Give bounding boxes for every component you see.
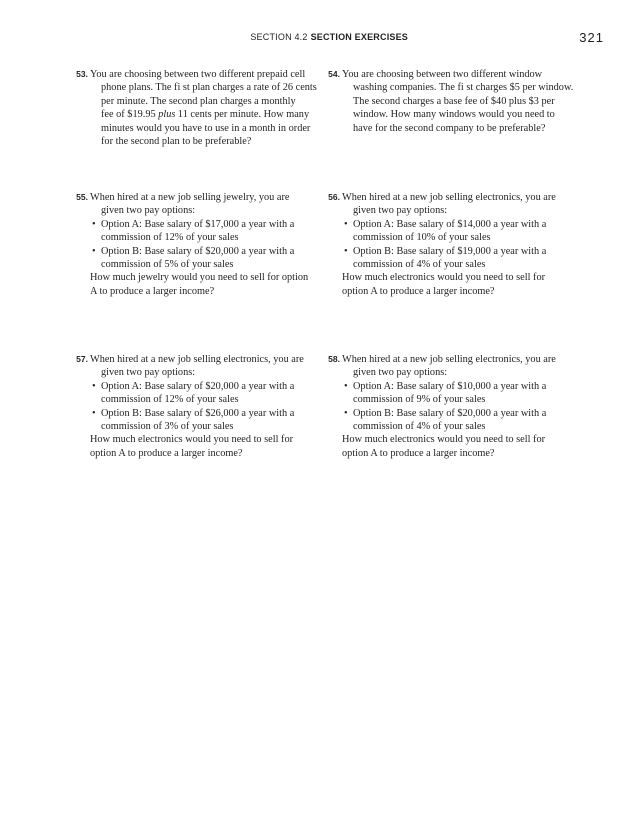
question-line: option A to produce a larger income? (342, 447, 495, 459)
option-b: • Option B: Base salary of $26,000 a year with a (92, 407, 295, 419)
question-line: How much electronics would you need to sell for (90, 434, 294, 446)
exercise-intro-line: When hired at a new job selling jewelry, you are (90, 192, 290, 203)
option-a-continued: commission of 9% of your sales (353, 394, 486, 406)
bullet-icon: • (92, 380, 96, 392)
exercise-number: 56. (328, 192, 340, 202)
question-line: option A to produce a larger income? (342, 285, 495, 297)
option-b-continued: commission of 4% of your sales (353, 259, 486, 271)
exercise-text-part: fee of $19.95 (101, 109, 159, 121)
section-title: SECTION EXERCISES (310, 32, 408, 42)
bullet-icon: • (344, 218, 348, 230)
question-line: A to produce a larger income? (90, 285, 215, 297)
exercise-text-line: washing companies. The fi st charges $5 per window. (353, 82, 574, 94)
exercise-number: 53. (76, 69, 88, 79)
exercise-intro-line: given two pay options: (353, 205, 448, 217)
question-line: How much electronics would you need to sell for (342, 272, 546, 284)
exercise-text-line: You are choosing between two different prepaid cell (90, 69, 306, 80)
bullet-icon: • (92, 218, 96, 230)
exercise-54 (328, 68, 580, 135)
option-b-continued: commission of 4% of your sales (353, 421, 486, 433)
running-head (0, 30, 630, 46)
option-a: • Option A: Base salary of $20,000 a year with a (92, 380, 295, 392)
option-b: • Option B: Base salary of $20,000 a year with a (344, 407, 547, 419)
question-line: option A to produce a larger income? (90, 447, 243, 459)
exercise-intro-line: When hired at a new job selling electronics, you are (90, 354, 304, 365)
exercise-text-part: 11 cents per minute. How many (175, 109, 310, 121)
exercise-intro-line: given two pay options: (101, 205, 196, 217)
exercise-intro-line: When hired at a new job selling electronics, you are (342, 192, 556, 203)
option-a-continued: commission of 12% of your sales (101, 394, 239, 406)
exercise-intro-line: given two pay options: (353, 367, 448, 379)
exercise-58 (328, 353, 580, 460)
exercise-text-line: minutes would you have to use in a month in order (101, 122, 311, 134)
section-prefix: SECTION 4.2 (250, 32, 308, 42)
exercise-text-line: for the second plan to be preferable? (101, 136, 252, 148)
exercise-number: 58. (328, 354, 340, 364)
exercise-53 (76, 68, 328, 148)
bullet-icon: • (92, 245, 96, 257)
page-number: 321 (579, 30, 604, 45)
exercise-text-line: per minute. The second plan charges a monthly (101, 95, 296, 107)
option-a: • Option A: Base salary of $17,000 a year with a (92, 218, 295, 230)
exercise-number: 55. (76, 192, 88, 202)
exercise-number: 54. (328, 69, 340, 79)
exercise-intro-line: When hired at a new job selling electronics, you are (342, 354, 556, 365)
option-b: • Option B: Base salary of $20,000 a year with a (92, 245, 295, 257)
exercise-57 (76, 353, 328, 460)
bullet-icon: • (344, 380, 348, 392)
question-line: How much electronics would you need to sell for (342, 434, 546, 446)
exercise-55 (76, 191, 328, 298)
exercise-number: 57. (76, 354, 88, 364)
emphasis-plus: plus (158, 109, 176, 121)
exercise-text-line: have for the second company to be preferable? (353, 122, 546, 134)
exercise-text-line: You are choosing between two different window (342, 69, 543, 80)
exercise-text-line: window. How many windows would you need to (353, 109, 555, 121)
option-a: • Option A: Base salary of $10,000 a year with a (344, 380, 547, 392)
option-a-continued: commission of 12% of your sales (101, 232, 239, 244)
option-a-continued: commission of 10% of your sales (353, 232, 491, 244)
option-a: • Option A: Base salary of $14,000 a year with a (344, 218, 547, 230)
bullet-icon: • (344, 245, 348, 257)
exercise-text-line: The second charges a base fee of $40 plus $3 per (353, 95, 555, 107)
bullet-icon: • (344, 407, 348, 419)
exercise-intro-line: given two pay options: (101, 367, 196, 379)
exercise-56 (328, 191, 580, 298)
option-b-continued: commission of 5% of your sales (101, 259, 234, 271)
exercise-text-line (90, 108, 328, 121)
question-line: How much jewelry would you need to sell for option (90, 272, 309, 284)
option-b-continued: commission of 3% of your sales (101, 421, 234, 433)
bullet-icon: • (92, 407, 96, 419)
section-heading (250, 32, 408, 42)
option-b: • Option B: Base salary of $19,000 a year with a (344, 245, 547, 257)
exercise-text-line: phone plans. The fi st plan charges a rate of 26 cents (101, 82, 317, 94)
